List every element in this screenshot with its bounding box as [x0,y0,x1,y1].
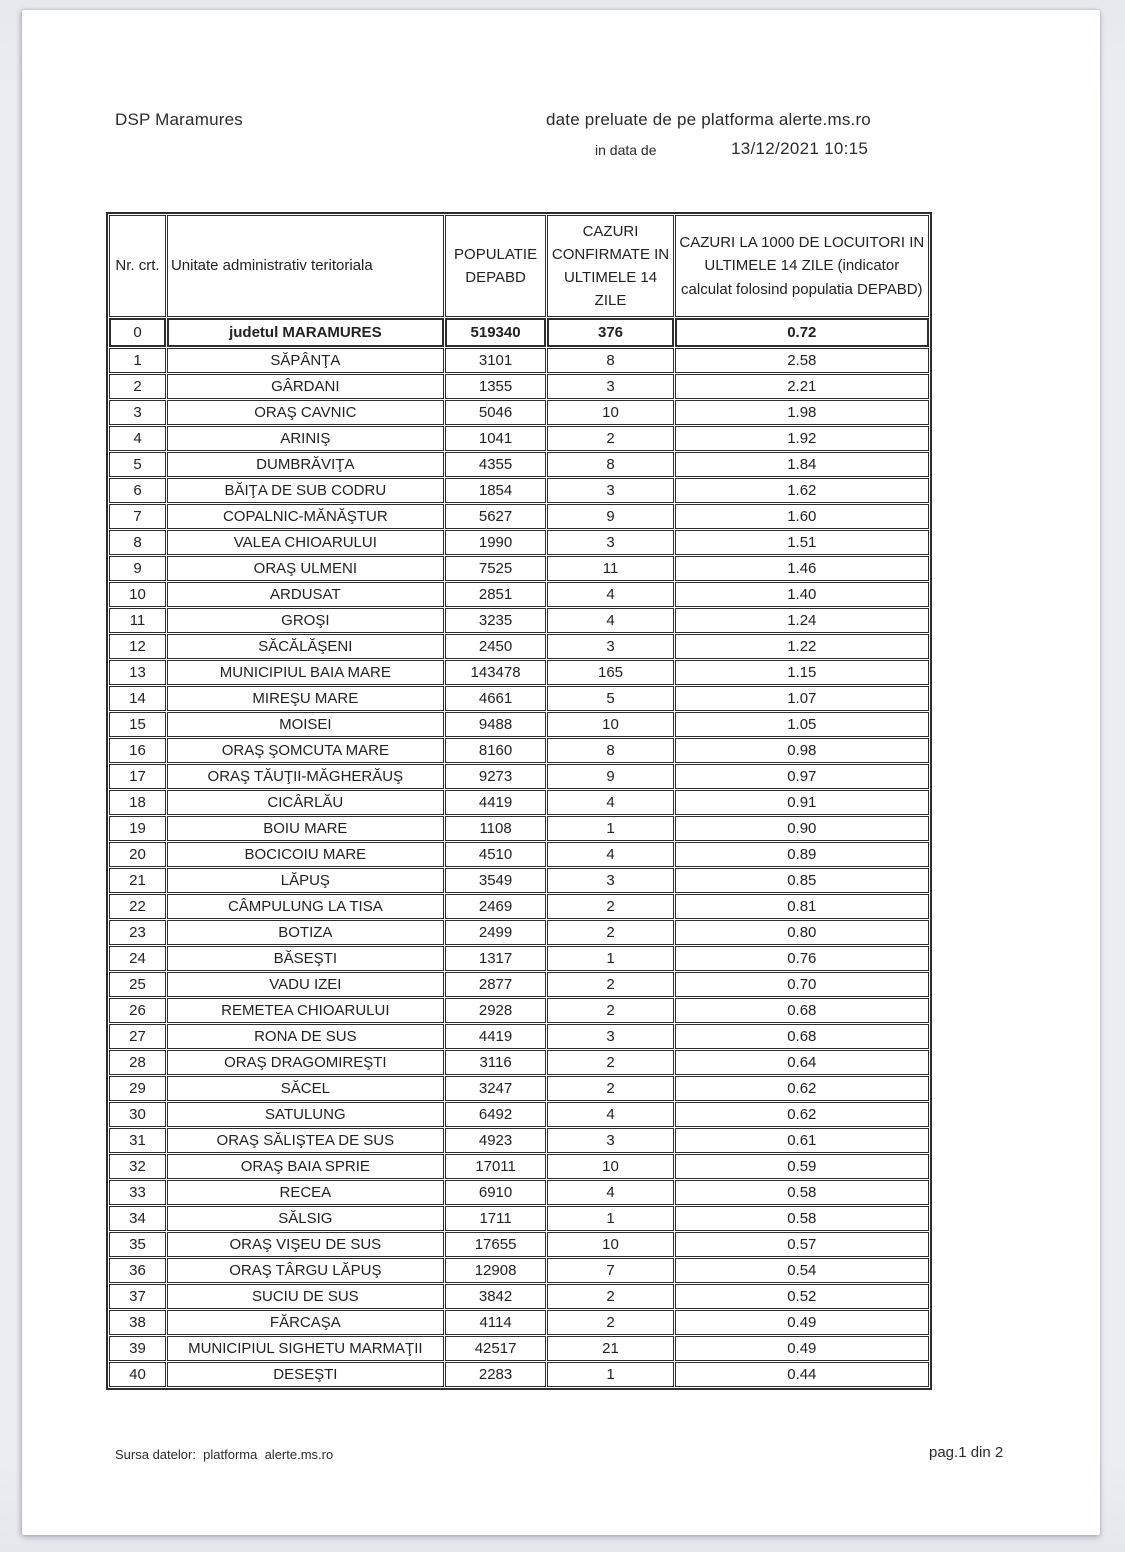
cell-nr: 5 [109,452,166,477]
cell-rate: 0.58 [675,1180,929,1205]
county-summary-row [109,318,929,347]
table-row [109,452,929,477]
table-row [109,1336,929,1361]
cell-name: ARINIŞ [167,426,444,451]
cell-rate: 0.76 [675,946,929,971]
cell-name: ORAŞ CAVNIC [167,400,444,425]
table-row [109,660,929,685]
cell-cases: 1 [547,1206,673,1231]
cell-name: ARDUSAT [167,582,444,607]
cell-cases: 2 [547,426,673,451]
cell-nr: 15 [109,712,166,737]
cell-rate: 1.84 [675,452,929,477]
cell-rate: 1.46 [675,556,929,581]
cell-rate: 0.61 [675,1128,929,1153]
table-row [109,738,929,763]
cell-cases: 376 [547,318,673,347]
cell-nr: 9 [109,556,166,581]
cell-rate: 0.54 [675,1258,929,1283]
cell-cases: 8 [547,738,673,763]
cell-cases: 1 [547,946,673,971]
cell-name: ORAŞ DRAGOMIREŞTI [167,1050,444,1075]
cell-cases: 10 [547,1232,673,1257]
cell-cases: 2 [547,1050,673,1075]
cell-name: MIREŞU MARE [167,686,444,711]
cell-name: BĂSEŞTI [167,946,444,971]
cell-name: LĂPUŞ [167,868,444,893]
cell-nr: 16 [109,738,166,763]
table-row [109,556,929,581]
cell-population: 3247 [445,1076,547,1101]
table-row [109,1310,929,1335]
cell-name: RECEA [167,1180,444,1205]
cell-name: CICÂRLĂU [167,790,444,815]
cell-nr: 26 [109,998,166,1023]
cell-nr: 22 [109,894,166,919]
table-row [109,348,929,373]
cell-cases: 3 [547,374,673,399]
table-row [109,764,929,789]
cell-population: 7525 [445,556,547,581]
column-header-rate: CAZURI LA 1000 DE LOCUITORI IN ULTIMELE 14 ZILE (indicator calculat folosind populatia DEPABD) [675,215,929,317]
table-row [109,972,929,997]
cell-rate: 0.70 [675,972,929,997]
cell-cases: 9 [547,504,673,529]
date-value: 13/12/2021 10:15 [731,139,869,158]
cell-cases: 3 [547,868,673,893]
cell-nr: 0 [109,318,166,347]
table-row [109,478,929,503]
cell-cases: 1 [547,816,673,841]
cell-nr: 18 [109,790,166,815]
cell-cases: 10 [547,712,673,737]
cell-rate: 1.05 [675,712,929,737]
cell-name: ORAŞ TÂRGU LĂPUŞ [167,1258,444,1283]
cell-name: REMETEA CHIOARULUI [167,998,444,1023]
table-row [109,504,929,529]
cell-rate: 0.57 [675,1232,929,1257]
table-row [109,1232,929,1257]
cell-rate: 0.62 [675,1076,929,1101]
table-row [109,1050,929,1075]
cell-population: 8160 [445,738,547,763]
cell-rate: 1.15 [675,660,929,685]
cell-name: RONA DE SUS [167,1024,444,1049]
document-page [22,10,1100,1535]
cell-population: 519340 [445,318,547,347]
cell-nr: 36 [109,1258,166,1283]
cell-population: 3549 [445,868,547,893]
cell-rate: 0.62 [675,1102,929,1127]
footer-source: Sursa datelor: platforma alerte.ms.ro [115,1447,334,1462]
cell-rate: 1.40 [675,582,929,607]
cell-rate: 0.49 [675,1310,929,1335]
table-row [109,946,929,971]
cell-cases: 3 [547,634,673,659]
cell-name: COPALNIC-MĂNĂŞTUR [167,504,444,529]
cell-population: 5046 [445,400,547,425]
column-header-population: POPULATIE DEPABD [445,215,547,317]
table-row [109,686,929,711]
cell-rate: 0.97 [675,764,929,789]
cell-nr: 39 [109,1336,166,1361]
cell-population: 1990 [445,530,547,555]
cell-population: 4510 [445,842,547,867]
cell-name: CÂMPULUNG LA TISA [167,894,444,919]
cell-population: 2283 [445,1362,547,1387]
cell-rate: 0.64 [675,1050,929,1075]
cell-name: MUNICIPIUL SIGHETU MARMAŢII [167,1336,444,1361]
cell-population: 2499 [445,920,547,945]
cell-rate: 0.52 [675,1284,929,1309]
cell-name: judetul MARAMURES [167,318,444,347]
cell-cases: 4 [547,608,673,633]
cell-name: ORAŞ ŞOMCUTA MARE [167,738,444,763]
table-row [109,790,929,815]
cell-nr: 4 [109,426,166,451]
cell-name: ORAŞ SĂLIŞTEA DE SUS [167,1128,444,1153]
cell-cases: 2 [547,920,673,945]
cell-population: 17655 [445,1232,547,1257]
cell-nr: 24 [109,946,166,971]
table-header [109,215,929,317]
table-row [109,1102,929,1127]
cell-population: 3842 [445,1284,547,1309]
cell-cases: 2 [547,894,673,919]
cell-rate: 1.24 [675,608,929,633]
org-name: DSP Maramures [115,110,243,129]
cell-name: SĂCEL [167,1076,444,1101]
cell-cases: 8 [547,452,673,477]
cell-population: 2450 [445,634,547,659]
cell-population: 4355 [445,452,547,477]
cell-rate: 1.62 [675,478,929,503]
cell-cases: 3 [547,1128,673,1153]
table-row [109,920,929,945]
table-row [109,1284,929,1309]
cell-rate: 0.68 [675,998,929,1023]
cell-rate: 0.59 [675,1154,929,1179]
cell-population: 6910 [445,1180,547,1205]
cell-cases: 2 [547,998,673,1023]
cell-nr: 37 [109,1284,166,1309]
cell-name: MOISEI [167,712,444,737]
cell-cases: 2 [547,1310,673,1335]
cell-rate: 0.98 [675,738,929,763]
cell-name: BOIU MARE [167,816,444,841]
cell-rate: 1.51 [675,530,929,555]
data-source-line: date preluate de pe platforma alerte.ms.ro [546,110,871,129]
cell-population: 4661 [445,686,547,711]
cell-population: 6492 [445,1102,547,1127]
table-row [109,894,929,919]
table-row [109,712,929,737]
footer-page-number: pag.1 din 2 [929,1444,1004,1461]
cell-cases: 2 [547,1284,673,1309]
cell-nr: 23 [109,920,166,945]
cell-population: 1355 [445,374,547,399]
cell-population: 2851 [445,582,547,607]
table-row [109,400,929,425]
cell-nr: 2 [109,374,166,399]
table-header-row [109,215,929,317]
cell-nr: 25 [109,972,166,997]
cell-cases: 8 [547,348,673,373]
cell-cases: 4 [547,842,673,867]
table-row [109,1154,929,1179]
table-row [109,634,929,659]
cell-cases: 10 [547,400,673,425]
cell-cases: 7 [547,1258,673,1283]
cell-nr: 11 [109,608,166,633]
cell-cases: 11 [547,556,673,581]
table-row [109,1024,929,1049]
cell-nr: 12 [109,634,166,659]
cell-nr: 3 [109,400,166,425]
cell-nr: 29 [109,1076,166,1101]
cell-cases: 4 [547,582,673,607]
cell-name: SATULUNG [167,1102,444,1127]
cell-population: 143478 [445,660,547,685]
cell-nr: 7 [109,504,166,529]
cell-nr: 28 [109,1050,166,1075]
cell-population: 9273 [445,764,547,789]
table-row [109,1180,929,1205]
cell-name: ORAŞ ULMENI [167,556,444,581]
cell-cases: 4 [547,1102,673,1127]
cell-rate: 1.98 [675,400,929,425]
table-row [109,374,929,399]
cell-name: ORAŞ VIŞEU DE SUS [167,1232,444,1257]
table-row [109,1206,929,1231]
cell-population: 2469 [445,894,547,919]
cell-cases: 21 [547,1336,673,1361]
cell-rate: 0.49 [675,1336,929,1361]
table-row [109,1128,929,1153]
cell-name: ORAŞ BAIA SPRIE [167,1154,444,1179]
cell-name: GROŞI [167,608,444,633]
cell-nr: 32 [109,1154,166,1179]
table-row [109,608,929,633]
cell-nr: 27 [109,1024,166,1049]
cell-rate: 1.07 [675,686,929,711]
cell-rate: 0.81 [675,894,929,919]
cell-rate: 1.22 [675,634,929,659]
table-row [109,842,929,867]
cell-population: 1317 [445,946,547,971]
cell-rate: 0.72 [675,318,929,347]
cell-rate: 0.58 [675,1206,929,1231]
cell-name: SĂLSIG [167,1206,444,1231]
cell-cases: 10 [547,1154,673,1179]
cell-rate: 0.85 [675,868,929,893]
cell-population: 9488 [445,712,547,737]
cell-name: BĂIŢA DE SUB CODRU [167,478,444,503]
cell-cases: 9 [547,764,673,789]
column-header-cases: CAZURI CONFIRMATE IN ULTIMELE 14 ZILE [547,215,673,317]
cell-name: VADU IZEI [167,972,444,997]
cell-nr: 34 [109,1206,166,1231]
table-row [109,868,929,893]
cell-rate: 0.89 [675,842,929,867]
cell-rate: 2.21 [675,374,929,399]
cell-name: BOTIZA [167,920,444,945]
cell-name: DUMBRĂVIŢA [167,452,444,477]
cell-population: 17011 [445,1154,547,1179]
cell-name: SĂPÂNŢA [167,348,444,373]
cell-nr: 14 [109,686,166,711]
cell-cases: 3 [547,530,673,555]
cell-population: 12908 [445,1258,547,1283]
table-row [109,1076,929,1101]
cell-cases: 2 [547,1076,673,1101]
cell-population: 1108 [445,816,547,841]
table-row [109,426,929,451]
cell-name: FĂRCAŞA [167,1310,444,1335]
cell-population: 5627 [445,504,547,529]
table-row [109,816,929,841]
cell-population: 4114 [445,1310,547,1335]
cell-name: MUNICIPIUL BAIA MARE [167,660,444,685]
cell-nr: 6 [109,478,166,503]
cell-population: 3116 [445,1050,547,1075]
cell-population: 4419 [445,790,547,815]
cell-name: SUCIU DE SUS [167,1284,444,1309]
table-body [109,318,929,1387]
cell-cases: 1 [547,1362,673,1387]
cell-rate: 0.80 [675,920,929,945]
cell-population: 2928 [445,998,547,1023]
table-row [109,998,929,1023]
cell-nr: 30 [109,1102,166,1127]
cell-cases: 4 [547,790,673,815]
cell-cases: 2 [547,972,673,997]
cell-population: 1854 [445,478,547,503]
cell-nr: 20 [109,842,166,867]
cell-population: 3101 [445,348,547,373]
cell-nr: 35 [109,1232,166,1257]
cell-nr: 31 [109,1128,166,1153]
cell-name: BOCICOIU MARE [167,842,444,867]
cell-nr: 21 [109,868,166,893]
cell-name: DESEŞTI [167,1362,444,1387]
column-header-nr: Nr. crt. [109,215,166,317]
cell-nr: 40 [109,1362,166,1387]
cell-name: GÂRDANI [167,374,444,399]
cell-nr: 13 [109,660,166,685]
cell-population: 1711 [445,1206,547,1231]
cell-nr: 19 [109,816,166,841]
date-label: in data de [595,142,657,158]
cell-name: SĂCĂLĂŞENI [167,634,444,659]
cell-rate: 2.58 [675,348,929,373]
table-row [109,1258,929,1283]
cell-cases: 5 [547,686,673,711]
cell-population: 4419 [445,1024,547,1049]
cell-cases: 4 [547,1180,673,1205]
cell-name: ORAŞ TĂUŢII-MĂGHERĂUŞ [167,764,444,789]
cell-rate: 0.44 [675,1362,929,1387]
cell-cases: 3 [547,478,673,503]
cell-nr: 17 [109,764,166,789]
cell-population: 3235 [445,608,547,633]
column-header-name: Unitate administrativ teritoriala [167,215,444,317]
cell-population: 2877 [445,972,547,997]
cell-nr: 10 [109,582,166,607]
cell-population: 4923 [445,1128,547,1153]
table-row [109,582,929,607]
cell-nr: 8 [109,530,166,555]
cell-population: 42517 [445,1336,547,1361]
cell-name: VALEA CHIOARULUI [167,530,444,555]
cell-cases: 165 [547,660,673,685]
cell-nr: 38 [109,1310,166,1335]
cell-rate: 1.60 [675,504,929,529]
cell-nr: 1 [109,348,166,373]
cell-rate: 1.92 [675,426,929,451]
cases-table [106,212,932,1390]
cell-rate: 0.91 [675,790,929,815]
cell-nr: 33 [109,1180,166,1205]
table-row [109,530,929,555]
table-row [109,1362,929,1387]
cell-population: 1041 [445,426,547,451]
cell-rate: 0.68 [675,1024,929,1049]
cell-rate: 0.90 [675,816,929,841]
cell-cases: 3 [547,1024,673,1049]
